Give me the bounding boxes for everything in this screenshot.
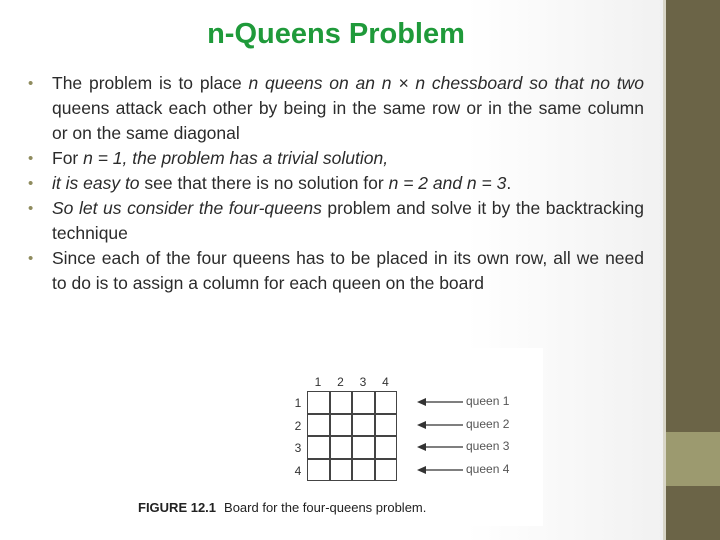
board-cell	[330, 459, 353, 482]
four-queens-figure	[130, 348, 543, 526]
bullet-text-segment: n = 1, the problem has a trivial solution,	[83, 148, 389, 168]
side-decor-accent	[666, 432, 720, 486]
board-cell	[375, 391, 398, 414]
board-cell	[307, 414, 330, 437]
figure-caption-text: Board for the four-queens problem.	[224, 500, 427, 515]
column-number: 2	[337, 375, 344, 389]
queen-label: queen 2	[466, 416, 510, 431]
left-arrow-icon	[417, 440, 465, 454]
queen-label: queen 3	[466, 439, 510, 454]
slide-title: n-Queens Problem	[207, 18, 465, 50]
board-cell	[330, 391, 353, 414]
board-cell	[330, 436, 353, 459]
column-number: 3	[359, 375, 367, 389]
bullet-text-segment: n queens on an n × n chessboard so that no two	[248, 73, 644, 93]
bullet-item	[28, 246, 644, 296]
left-arrow-icon	[417, 463, 465, 477]
left-arrow-icon	[417, 395, 465, 409]
row-number: 2	[294, 418, 302, 433]
bullet-text-segment: see that there is no solution for	[139, 173, 389, 193]
figure-caption-label: FIGURE 12.1	[138, 500, 217, 515]
queen-label: queen 4	[466, 461, 510, 476]
bullet-text-segment: For	[52, 148, 84, 168]
bullet-text-segment: it is easy to	[52, 173, 140, 193]
board-cell	[352, 459, 375, 482]
bullet-list	[28, 71, 644, 296]
bullet-item	[28, 146, 644, 171]
left-arrow-icon	[417, 418, 465, 432]
bullet-text-segment: So let us consider the four-queens	[52, 198, 322, 218]
bullet-item	[28, 71, 644, 146]
bullet-text-segment: n = 2 and n = 3	[388, 173, 507, 193]
bullet-text-segment: queens attack each other by being in the same row or in the same column or on the same diagonal	[52, 98, 644, 143]
board-cell	[330, 414, 353, 437]
bullet-item	[28, 171, 644, 196]
figure-caption	[138, 500, 426, 515]
board-cell	[375, 436, 398, 459]
bullet-text-segment: The problem is to place	[52, 73, 249, 93]
board-cell	[352, 414, 375, 437]
board-cell	[307, 436, 330, 459]
bullet-text-segment: problem and solve it by the backtracking technique	[52, 198, 644, 243]
board-cell	[375, 414, 398, 437]
board-cell	[307, 391, 330, 414]
bullet-item	[28, 196, 644, 246]
row-number: 4	[294, 463, 302, 478]
bullet-text-segment: .	[506, 173, 512, 193]
board-cell	[375, 459, 398, 482]
bullet-text-segment: Since each of the four queens has to be placed in its own row, all we need to do is to assign a column for each queen on the board	[52, 248, 644, 293]
bullet-marker-icon: •	[28, 200, 34, 217]
queen-label: queen 1	[466, 394, 510, 409]
board-cell	[352, 391, 375, 414]
column-number: 1	[314, 375, 322, 389]
bullet-marker-icon: •	[28, 150, 34, 167]
row-number: 1	[294, 396, 302, 410]
board-cell	[307, 459, 330, 482]
board-cell	[352, 436, 375, 459]
bullet-marker-icon: •	[28, 175, 34, 192]
column-number: 4	[382, 375, 389, 389]
bullet-marker-icon: •	[28, 75, 34, 92]
bullet-marker-icon: •	[28, 250, 34, 267]
row-number: 3	[294, 441, 302, 455]
